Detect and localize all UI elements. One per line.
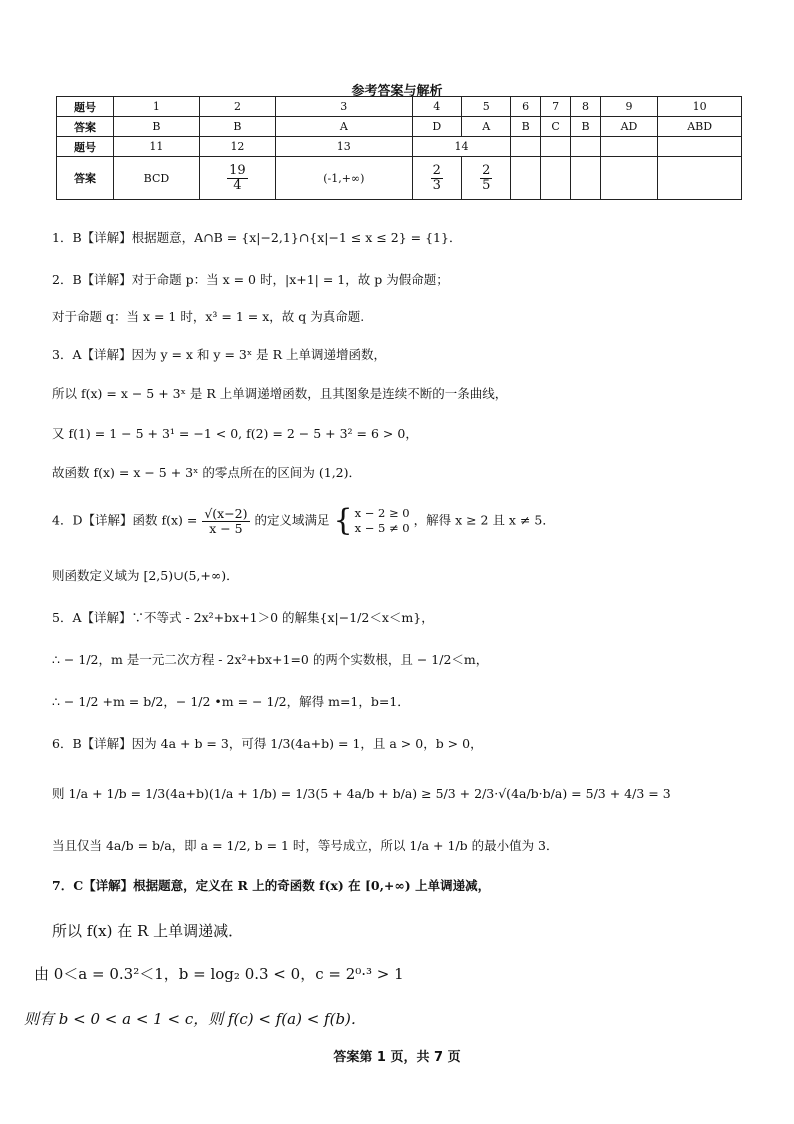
table-cell: A (461, 117, 510, 137)
answer-6-line-2: 则 1/a + 1/b = 1/3(4a+b)(1/a + 1/b) = 1/3(5 + 4a/b + b/a) ≥ 5/3 + 2/3·√(4a/b·b/a) = 5/3 + 4/3 = 3 (52, 786, 671, 801)
table-cell (658, 157, 742, 200)
answer-7-line-2: 所以 f(x) 在 R 上单调递减． (52, 922, 244, 940)
answer-5-line-3: ∴ − 1/2 +m = b/2，− 1/2 •m = − 1/2，解得 m=1，b=1． (52, 694, 410, 709)
table-cell: 6 (511, 97, 540, 117)
table-row (57, 157, 742, 200)
table-cell (571, 137, 600, 157)
denominator: 4 (233, 177, 242, 193)
table-cell: B (511, 117, 540, 137)
answer-2-line-1: 2．B【详解】对于命题 p：当 x = 0 时，|x+1| = 1，故 p 为假命题； (52, 272, 449, 287)
answer-4-line-1 (52, 503, 555, 538)
table-cell (571, 157, 600, 200)
table-cell: 14 (412, 137, 511, 157)
denominator: 5 (482, 177, 491, 193)
table-cell: 13 (276, 137, 413, 157)
fraction (202, 507, 249, 534)
answer-1: 1．B【详解】根据题意，A∩B = {x|−2,1}∩{x|−1 ≤ x ≤ 2} = {1}． (52, 230, 462, 245)
condition-2: x − 5 ≠ 0 (354, 521, 410, 535)
table-cell: 12 (199, 137, 275, 157)
table-cell: 10 (658, 97, 742, 117)
fraction (431, 164, 443, 192)
table-cell (658, 137, 742, 157)
answer-3-line-4: 故函数 f(x) = x − 5 + 3ˣ 的零点所在的区间为 (1,2)． (52, 465, 361, 480)
table-cell (461, 157, 510, 200)
answer-3-line-2: 所以 f(x) = x − 5 + 3ˣ 是 R 上单调递增函数，且其图象是连续不断的一条曲线， (52, 386, 508, 401)
table-cell (412, 157, 461, 200)
table-cell (511, 137, 540, 157)
table-cell: 5 (461, 97, 510, 117)
answer-4-middle: 的定义域满足 (254, 512, 330, 528)
table-cell (600, 137, 657, 157)
condition-1: x − 2 ≥ 0 (354, 506, 410, 521)
table-cell: BCD (114, 157, 200, 200)
table-row (57, 117, 742, 137)
table-cell: AD (600, 117, 657, 137)
table-cell: D (412, 117, 461, 137)
table-cell: 7 (540, 97, 570, 117)
answer-4-prefix: 4．D【详解】函数 f(x) = (52, 512, 198, 528)
table-cell: 3 (276, 97, 413, 117)
table-cell: 4 (412, 97, 461, 117)
table-cell (540, 157, 570, 200)
table-cell (199, 157, 275, 200)
table-cell: 9 (600, 97, 657, 117)
fraction (227, 164, 248, 192)
table-head: 题号 (57, 137, 114, 157)
table-cell (600, 157, 657, 200)
table-row (57, 97, 742, 117)
table-cell (511, 157, 540, 200)
answer-6-line-3: 当且仅当 4a/b = b/a，即 a = 1/2, b = 1 时，等号成立，所以 1/a + 1/b 的最小值为 3． (52, 838, 559, 853)
answer-7-text-1: 7．C【详解】根据题意，定义在 R 上的奇函数 f(x) 在 [0,+∞) 上单调递减， (52, 878, 491, 893)
table-cell: C (540, 117, 570, 137)
table-cell: 2 (199, 97, 275, 117)
table-cell: B (114, 117, 200, 137)
table-cell: (-1,+∞) (276, 157, 413, 200)
answer-4-suffix: ，解得 x ≥ 2 且 x ≠ 5． (413, 512, 555, 528)
numerator: 2 (432, 162, 441, 178)
table-cell: 11 (114, 137, 200, 157)
page-footer: 答案第 1 页，共 7 页 (333, 1050, 461, 1065)
condition-rows (355, 506, 410, 536)
page-title: 参考答案与解析 (351, 84, 443, 99)
table-cell: ABD (658, 117, 742, 137)
numerator: 19 (229, 162, 246, 178)
answer-2-line-2: 对于命题 q：当 x = 1 时，x³ = 1 = x，故 q 为真命题. (52, 309, 365, 324)
numerator: 2 (482, 162, 491, 178)
brace-glyph: { (333, 503, 353, 538)
answer-4-line-2: 则函数定义域为 [2,5)∪(5,+∞)． (52, 568, 239, 583)
answer-5-line-1: 5．A【详解】∵不等式 - 2x²+bx+1＞0 的解集{x|−1/2＜x＜m}， (52, 610, 434, 625)
table-cell: 1 (114, 97, 200, 117)
table-head: 题号 (57, 97, 114, 117)
table-cell (540, 137, 570, 157)
answer-7-line-3: 由 0＜a = 0.3²＜1，b = log₂ 0.3 < 0，c = 2⁰·³ > 1 (34, 965, 404, 983)
condition-brace (333, 503, 410, 538)
answer-6-line-1: 6．B【详解】因为 4a + b = 3，可得 1/3(4a+b) = 1，且 a > 0，b > 0， (52, 736, 483, 751)
denominator: x − 5 (209, 520, 243, 536)
answer-7-line-4: 则有 b < 0 < a < 1 < c，则 f(c) < f(a) < f(b)． (24, 1010, 366, 1028)
table-cell: A (276, 117, 413, 137)
denominator: 3 (432, 177, 441, 193)
table-cell: B (571, 117, 600, 137)
answer-3-line-3: 又 f(1) = 1 − 5 + 3¹ = −1 < 0, f(2) = 2 − 5 + 3² = 6 > 0， (52, 426, 418, 441)
answer-table (56, 96, 742, 200)
table-head: 答案 (57, 117, 114, 137)
fraction (480, 164, 492, 192)
table-head: 答案 (57, 157, 114, 200)
table-cell: B (199, 117, 275, 137)
table-row (57, 137, 742, 157)
answer-5-line-2: ∴ − 1/2，m 是一元二次方程 - 2x²+bx+1=0 的两个实数根，且 − 1/2＜m， (52, 652, 489, 667)
answer-7-line-1 (52, 876, 490, 894)
numerator: √(x−2) (204, 506, 248, 522)
answer-3-line-1: 3．A【详解】因为 y = x 和 y = 3ˣ 是 R 上单调递增函数， (52, 347, 386, 362)
table-cell: 8 (571, 97, 600, 117)
